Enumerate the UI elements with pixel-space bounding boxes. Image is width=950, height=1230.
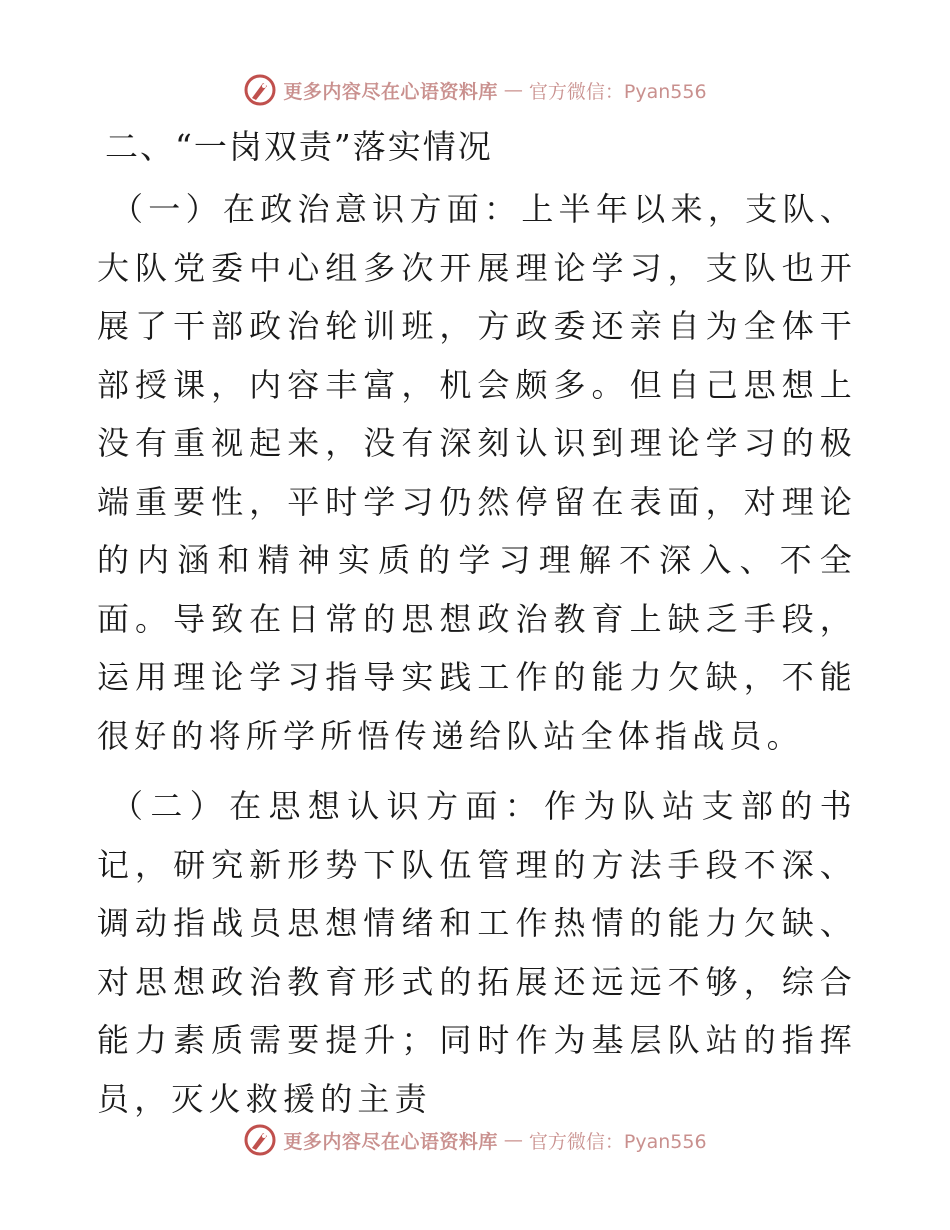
header-watermark <box>0 70 950 110</box>
section-heading: 二、“一岗双责”落实情况 <box>105 127 493 166</box>
document-body <box>97 118 857 1128</box>
paragraph-political-awareness <box>97 180 857 765</box>
watermark-site-text: 更多内容尽在心语资料库 <box>283 1130 498 1153</box>
pen-nib-circle-icon <box>243 73 277 107</box>
paragraph-ideological-awareness <box>97 777 857 1128</box>
watermark-separator: — <box>503 79 523 101</box>
paragraph-text: （二）在思想认识方面：作为队站支部的书记，研究新形势下队伍管理的方法手段不深、调动指战员思想情绪和工作热情的能力欠缺、对思想政治教育形式的拓展还远远不够，综合能力素质需要提升；同时作为基层队站的指挥员，灭火救援的主责 <box>97 787 857 1118</box>
watermark-contact-text: 官方微信：Pyan556 <box>528 1130 707 1153</box>
paragraph-text: （一）在政治意识方面：上半年以来，支队、大队党委中心组多次开展理论学习，支队也开展了干部政治轮训班，方政委还亲自为全体干部授课，内容丰富，机会颇多。但自己思想上没有重视起来，没有深刻认识到理论学习的极端重要性，平时学习仍然停留在表面，对理论的内涵和精神实质的学习理解不深入、不全面。导致在日常的思想政治教育上缺乏手段，运用理论学习指导实践工作的能力欠缺，不能很好的将所学所悟传递给队站全体指战员。 <box>97 190 857 755</box>
watermark-separator: — <box>503 1129 523 1151</box>
footer-watermark <box>0 1120 950 1160</box>
watermark-contact-text: 官方微信：Pyan556 <box>528 80 707 103</box>
pen-nib-circle-icon <box>243 1123 277 1157</box>
watermark-site-text: 更多内容尽在心语资料库 <box>283 80 498 103</box>
